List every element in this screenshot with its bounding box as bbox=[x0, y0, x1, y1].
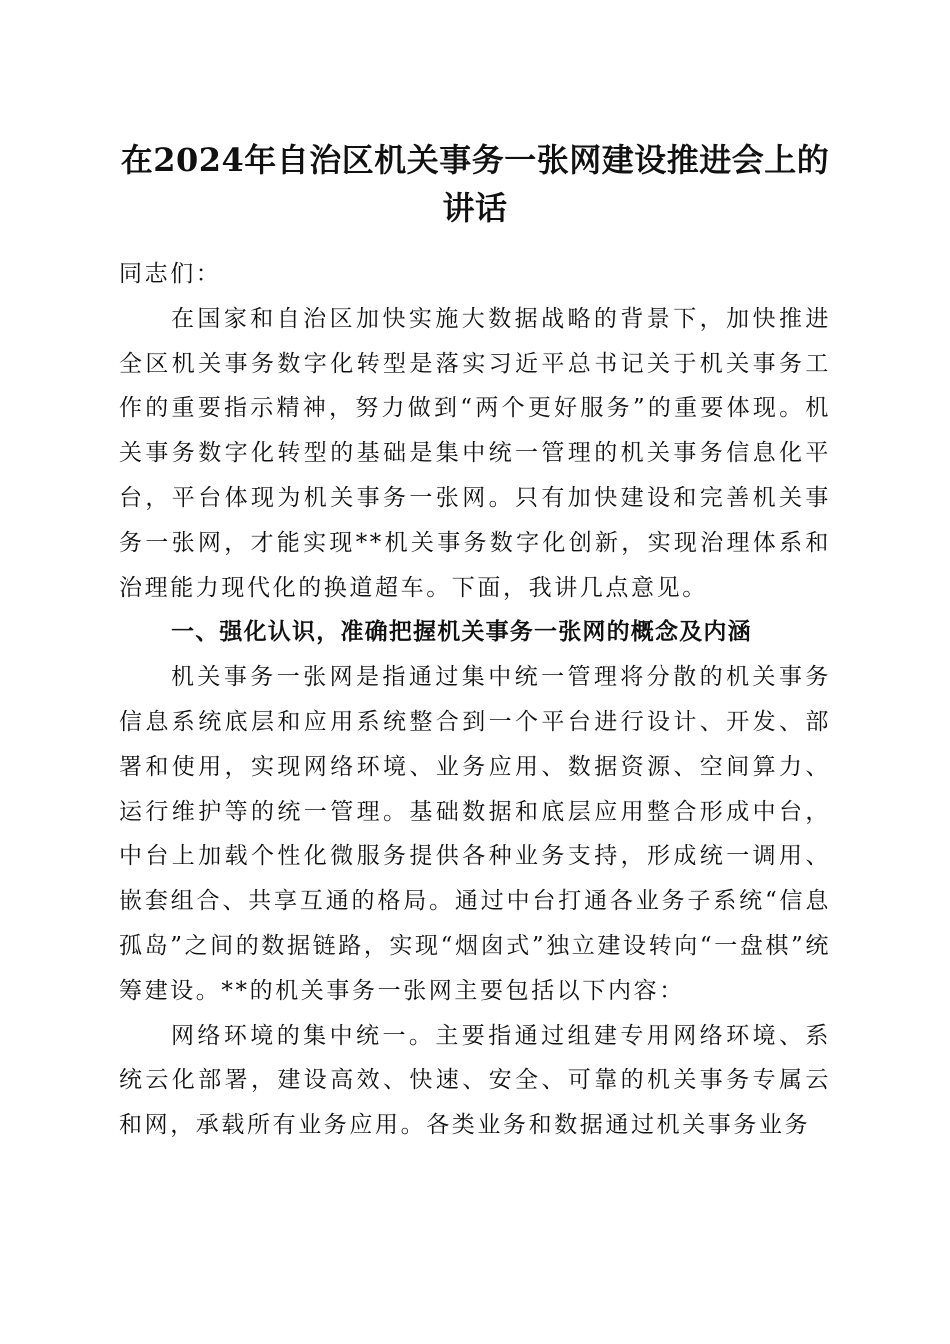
section-paragraph-network: 网络环境的集中统一。主要指通过组建专用网络环境、系统云化部署，建设高效、快速、安全、可靠的机关事务专属云和网，承载所有业务应用。各类业务和数据通过机关事务业务 bbox=[119, 1022, 831, 1139]
document-body bbox=[119, 252, 831, 1148]
section-paragraph-concept: 机关事务一张网是指通过集中统一管理将分散的机关事务信息系统底层和应用系统整合到一个平台进行设计、开发、部署和使用，实现网络环境、业务应用、数据资源、空间算力、运行维护等的统一管理。基础数据和底层应用整合形成中台，中台上加载个性化微服务提供各种业务支持，形成统一调用、嵌套组合、共享互通的格局。通过中台打通各业务子系统“信息孤岛”之间的数据链路，实现“烟囱式”独立建设转向“一盘棋”统筹建设。**的机关事务一张网主要包括以下内容： bbox=[119, 664, 831, 1004]
document-title: 在2024年自治区机关事务一张网建设推进会上的讲话 bbox=[120, 141, 830, 227]
section-heading: 一、强化认识，准确把握机关事务一张网的概念及内涵 bbox=[171, 619, 752, 646]
intro-paragraph: 在国家和自治区加快实施大数据战略的背景下，加快推进全区机关事务数字化转型是落实习近平总书记关于机关事务工作的重要指示精神，努力做到“两个更好服务”的重要体现。机关事务数字化转型的基础是集中统一管理的机关事务信息化平台，平台体现为机关事务一张网。只有加快建设和完善机关事务一张网，才能实现**机关事务数字化创新，实现治理体系和治理能力现代化的换道超车。下面，我讲几点意见。 bbox=[119, 305, 831, 601]
salutation: 同志们： bbox=[119, 261, 222, 287]
